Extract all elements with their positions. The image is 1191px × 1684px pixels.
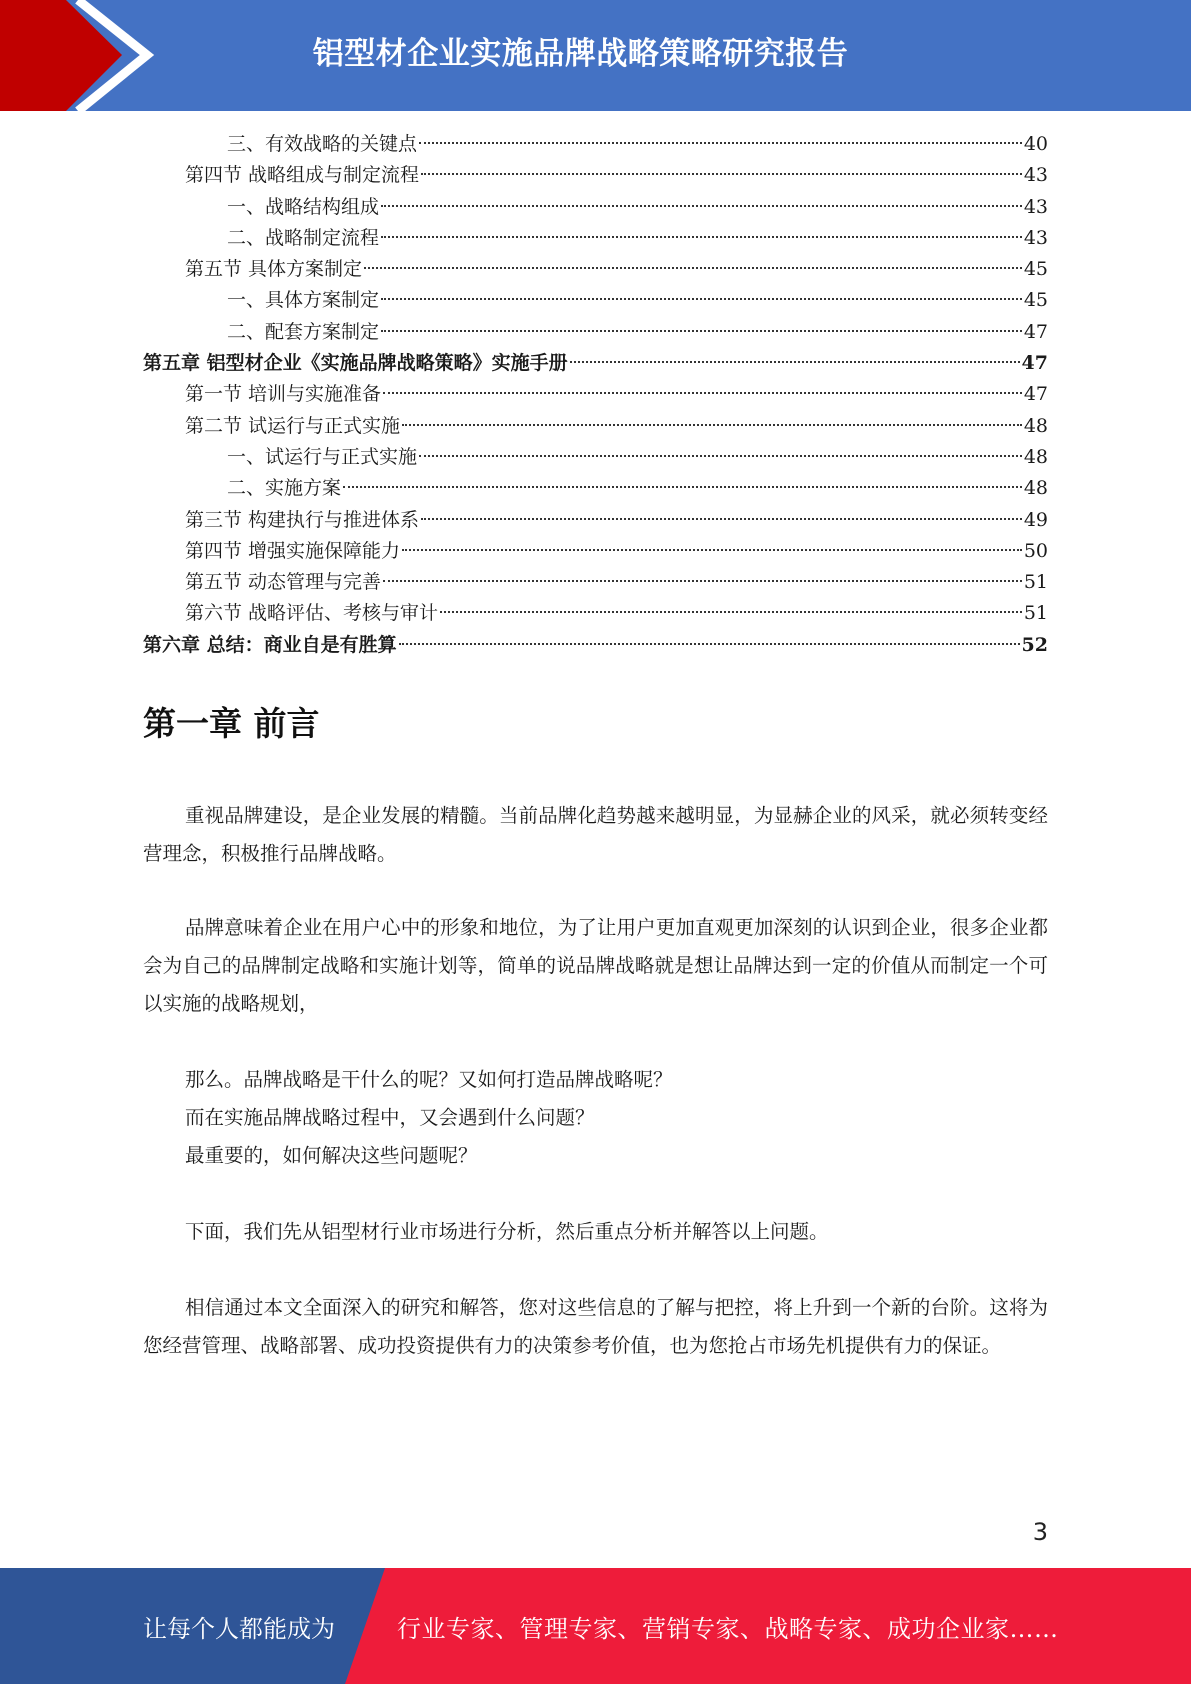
toc-entry[interactable] [143,411,1048,442]
toc-entry[interactable] [143,223,1048,254]
page-header [0,0,1191,111]
toc-dot-leader [440,611,1022,613]
toc-entry[interactable] [143,192,1048,223]
toc-entry-page: 47 [1021,352,1048,375]
toc-entry-label: 第六节 战略评估、考核与审计 [185,602,439,625]
toc-entry[interactable] [143,473,1048,504]
toc-dot-leader [399,643,1020,645]
toc-entry-label: 第五节 具体方案制定 [185,258,363,281]
footer-slogan-right: 行业专家、管理专家、营销专家、战略专家、成功企业家…… [397,1614,1059,1643]
toc-dot-leader [419,455,1022,457]
toc-dot-leader [381,205,1022,207]
toc-entry[interactable] [143,598,1048,629]
toc-dot-leader [419,142,1022,144]
toc-entry-label: 一、战略结构组成 [227,195,380,218]
toc-entry[interactable] [143,317,1048,348]
toc-entry-page: 43 [1023,164,1048,187]
toc-dot-leader [421,173,1022,175]
toc-entry-label: 二、配套方案制定 [227,320,380,343]
toc-entry-label: 一、具体方案制定 [227,289,380,312]
toc-entry-label: 二、战略制定流程 [227,226,380,249]
toc-entry[interactable] [143,536,1048,567]
toc-entry-page: 48 [1023,414,1048,437]
toc-entry-page: 49 [1023,508,1048,531]
page-number: 3 [1032,1518,1048,1546]
toc-entry-label: 第二节 试运行与正式实施 [185,414,401,437]
toc-dot-leader [381,330,1022,332]
toc-entry-page: 45 [1023,258,1048,281]
toc-entry-label: 三、有效战略的关键点 [227,133,418,155]
toc-entry-page: 40 [1023,133,1048,155]
toc-entry-page: 43 [1023,195,1048,218]
intro-paragraph-1: 重视品牌建设，是企业发展的精髓。当前品牌化趋势越来越明显，为显赫企业的风采，就必须转变经营理念，积极推行品牌战略。 [143,804,1048,865]
question-line-2: 而在实施品牌战略过程中，又会遇到什么问题？ [185,1106,595,1129]
toc-dot-leader [421,518,1022,520]
toc-entry-page: 47 [1023,320,1048,343]
toc-dot-leader [402,549,1022,551]
toc-entry-label: 第三节 构建执行与推进体系 [185,508,420,531]
toc-entry[interactable] [143,285,1048,316]
toc-entry-label: 第五章 铝型材企业《实施品牌战略策略》实施手册 [143,352,568,375]
toc-dot-leader [402,424,1022,426]
footer-slogan-left: 让每个人都能成为 [143,1614,335,1643]
toc-entry-label: 二、实施方案 [227,477,342,500]
toc-entry[interactable] [143,348,1048,379]
toc-entry-label: 第六章 总结：商业自是有胜算 [143,633,397,656]
toc-entry-label: 第四节 增强实施保障能力 [185,539,401,562]
page-footer [0,1568,1191,1684]
toc-dot-leader [381,236,1022,238]
toc-entry-page: 47 [1023,383,1048,406]
toc-entry[interactable] [143,505,1048,536]
toc-entry[interactable] [143,567,1048,598]
toc-entry-label: 第一节 培训与实施准备 [185,383,382,406]
toc-dot-leader [383,392,1022,394]
toc-dot-leader [383,580,1022,582]
toc-entry-label: 第四节 战略组成与制定流程 [185,164,420,187]
toc-entry-label: 一、试运行与正式实施 [227,445,418,468]
question-line-3: 最重要的，如何解决这些问题呢？ [185,1144,478,1167]
intro-paragraph-2: 品牌意味着企业在用户心中的形象和地位，为了让用户更加直观更加深刻的认识到企业，很多企业都会为自己的品牌制定战略和实施计划等，简单的说品牌战略就是想让品牌达到一定的价值从而制定一个可以实施的战略规划， [143,916,1048,1015]
toc-entry-label: 第五节 动态管理与完善 [185,571,382,594]
toc-entry-page: 45 [1023,289,1048,312]
toc-entry[interactable] [143,129,1048,160]
toc-entry[interactable] [143,630,1048,661]
toc-entry[interactable] [143,442,1048,473]
toc-entry[interactable] [143,379,1048,410]
toc-entry-page: 43 [1023,226,1048,249]
toc-entry-page: 52 [1021,633,1048,656]
intro-paragraph-3: 下面，我们先从铝型材行业市场进行分析，然后重点分析并解答以上问题。 [185,1220,829,1243]
toc-entry[interactable] [143,160,1048,191]
toc-entry-page: 50 [1023,539,1048,562]
toc-entry-page: 51 [1023,571,1048,594]
toc-entry-page: 51 [1023,602,1048,625]
toc-dot-leader [343,486,1022,488]
toc-dot-leader [570,361,1020,363]
toc-dot-leader [364,267,1022,269]
intro-paragraph-4: 相信通过本文全面深入的研究和解答，您对这些信息的了解与把控，将上升到一个新的台阶。这将为您经营管理、战略部署、成功投资提供有力的决策参考价值，也为您抢占市场先机提供有力的保证。 [143,1296,1048,1357]
question-line-1: 那么。品牌战略是干什么的呢？又如何打造品牌战略呢？ [185,1068,673,1091]
toc-entry[interactable] [143,254,1048,285]
toc-entry-page: 48 [1023,445,1048,468]
table-of-contents [143,129,1048,661]
report-title: 铝型材企业实施品牌战略策略研究报告 [312,35,849,72]
toc-entry-page: 48 [1023,477,1048,500]
toc-dot-leader [381,298,1022,300]
header-chevron-decoration [0,0,160,111]
chapter-title: 第一章 前言 [143,704,320,743]
